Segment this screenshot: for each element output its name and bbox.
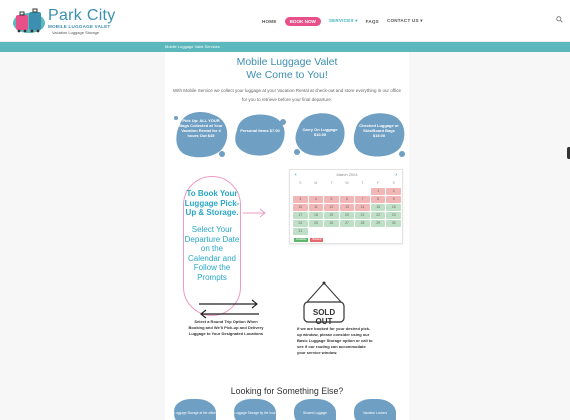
calendar-day[interactable]: 24 <box>293 220 308 227</box>
breadcrumb-bar <box>0 42 570 52</box>
chip-hourly-storage[interactable] <box>234 399 276 420</box>
calendar-day[interactable]: 6 <box>340 196 355 203</box>
legend-available: Available <box>296 238 307 241</box>
legend-booked: Booked <box>312 238 322 241</box>
calendar-legend <box>294 238 323 242</box>
suitcase-logo-icon <box>12 8 46 34</box>
calendar-dow: W <box>345 181 349 185</box>
calendar-day[interactable]: 26 <box>324 220 339 227</box>
calendar-day <box>386 228 401 235</box>
service-pickup-text: Pick Up: ALL YOUR Bags Collected at Your Vacation Rental for 4 hours Out $45 <box>179 118 223 138</box>
chevron-down-icon: ▾ <box>418 18 423 23</box>
calendar-day[interactable]: 9 <box>386 196 401 203</box>
blob-shape <box>231 110 289 160</box>
calendar-day[interactable]: 15 <box>371 204 386 211</box>
breadcrumb: Mobile Luggage Valet Services <box>165 44 220 49</box>
calendar-day <box>340 188 355 195</box>
calendar-day[interactable]: 7 <box>355 196 370 203</box>
calendar-day <box>309 228 324 235</box>
calendar-day[interactable]: 22 <box>371 212 386 219</box>
book-now-button[interactable]: BOOK NOW <box>285 17 321 26</box>
service-pickup[interactable] <box>172 110 230 160</box>
chip-label: Luggage Storage at the office <box>174 411 216 415</box>
calendar-day[interactable]: 10 <box>293 204 308 211</box>
service-checked[interactable] <box>350 110 408 160</box>
site-header <box>0 0 570 42</box>
section-title-else: Looking for Something Else? <box>230 386 344 396</box>
booking-heading: To Book Your Luggage Pick-Up & Storage. <box>184 189 240 217</box>
logo-tagline: Vacation Luggage Storage <box>52 30 100 35</box>
chip-label: Luggage Storage by the hour <box>234 411 276 415</box>
calendar-day[interactable]: 28 <box>355 220 370 227</box>
calendar-day[interactable]: 18 <box>309 212 324 219</box>
calendar-day[interactable]: 20 <box>340 212 355 219</box>
calendar-day[interactable]: 25 <box>309 220 324 227</box>
calendar-dow: F <box>377 181 380 185</box>
calendar-day[interactable]: 17 <box>293 212 308 219</box>
sold-out-label: SOLD OUT <box>312 308 336 326</box>
sold-out-text: If we are booked for your desired pick-up window, please consider using our Basic Luggage Storage option or call to see if our routing can accommodate your service window. <box>297 326 373 355</box>
calendar-day[interactable]: 12 <box>324 204 339 211</box>
nav-home[interactable]: HOME <box>262 18 277 24</box>
sold-out-sign <box>299 280 349 326</box>
chip-label: Vacation Lockers <box>362 411 388 415</box>
arrow-right-icon <box>243 208 267 218</box>
calendar-grid <box>293 181 401 235</box>
nav-faqs[interactable]: FAQS <box>365 18 379 24</box>
nav-contact-label: CONTACT US <box>386 18 419 23</box>
calendar-dow: M <box>314 181 318 185</box>
intro-text: With Mobile Service we collect your luggage at your Vacation Rental at check-out and store everything in our office for you to retrieve before your final departure. <box>173 88 401 102</box>
calendar-day[interactable]: 5 <box>324 196 339 203</box>
calendar-day[interactable]: 23 <box>386 212 401 219</box>
calendar-day <box>371 228 386 235</box>
chip-label: Stowed Luggage <box>303 411 327 415</box>
service-personal-items[interactable] <box>231 110 289 160</box>
page-title <box>165 56 409 82</box>
nav-contact-us[interactable] <box>387 18 423 24</box>
nav-services[interactable] <box>329 18 358 24</box>
calendar-day <box>324 188 339 195</box>
calendar-day <box>355 228 370 235</box>
calendar-dow: T <box>361 181 364 185</box>
chevron-down-icon: ▾ <box>353 18 358 23</box>
round-trip-arrows-icon <box>197 299 261 319</box>
calendar-day[interactable]: 11 <box>309 204 324 211</box>
round-trip-text: Select a Round Trip Option When Booking and We'll Pick-up and Delivery Luggage to Your Designated Locations <box>188 319 264 336</box>
calendar-next-button[interactable]: › <box>395 172 397 178</box>
calendar-day[interactable]: 8 <box>371 196 386 203</box>
logo[interactable] <box>12 6 117 36</box>
calendar-day[interactable]: 16 <box>386 204 401 211</box>
main-nav <box>262 15 423 27</box>
calendar-day[interactable]: 31 <box>293 228 308 235</box>
calendar-day[interactable]: 4 <box>309 196 324 203</box>
booking-calendar <box>289 169 403 244</box>
calendar-month: March 2024 <box>336 172 358 177</box>
service-carry-on-text: Carry On Luggage $10.00 <box>302 127 338 137</box>
logo-subtitle: MOBILE LUGGAGE VALET <box>48 24 111 29</box>
chip-office-storage[interactable] <box>174 399 216 420</box>
calendar-prev-button[interactable]: ‹ <box>295 172 297 178</box>
chip-stowed-luggage[interactable] <box>294 399 336 420</box>
logo-title: Park City <box>48 7 116 24</box>
calendar-dow: T <box>330 181 333 185</box>
calendar-day[interactable]: 27 <box>340 220 355 227</box>
service-checked-text: Checked Luggage or Skis/Board Bags $15.00 <box>359 123 399 138</box>
calendar-day[interactable]: 3 <box>293 196 308 203</box>
calendar-day[interactable]: 13 <box>340 204 355 211</box>
calendar-day[interactable]: 30 <box>386 220 401 227</box>
booking-callout <box>183 176 241 316</box>
calendar-day <box>355 188 370 195</box>
title-line-1: Mobile Luggage Valet <box>236 56 338 68</box>
calendar-day[interactable]: 14 <box>355 204 370 211</box>
calendar-dow: S <box>392 181 395 185</box>
calendar-day[interactable]: 29 <box>371 220 386 227</box>
calendar-dow: S <box>299 181 302 185</box>
title-line-2: We Come to You! <box>246 69 328 81</box>
nav-services-label: SERVICES <box>328 18 354 23</box>
calendar-day <box>324 228 339 235</box>
chip-vacation-lockers[interactable] <box>354 399 396 420</box>
calendar-day <box>309 188 324 195</box>
calendar-day[interactable]: 21 <box>355 212 370 219</box>
calendar-day[interactable]: 2 <box>386 188 401 195</box>
service-carry-on[interactable] <box>291 110 349 160</box>
search-icon[interactable] <box>556 16 563 23</box>
calendar-day[interactable]: 19 <box>324 212 339 219</box>
calendar-day[interactable]: 1 <box>371 188 386 195</box>
service-personal-items-text: Personal Items $7.00 <box>240 128 280 133</box>
calendar-day <box>293 188 308 195</box>
calendar-day <box>340 228 355 235</box>
booking-prompt: Select Your Departure Date on the Calendar and Follow the Prompts <box>184 225 240 282</box>
main-content <box>165 52 409 420</box>
